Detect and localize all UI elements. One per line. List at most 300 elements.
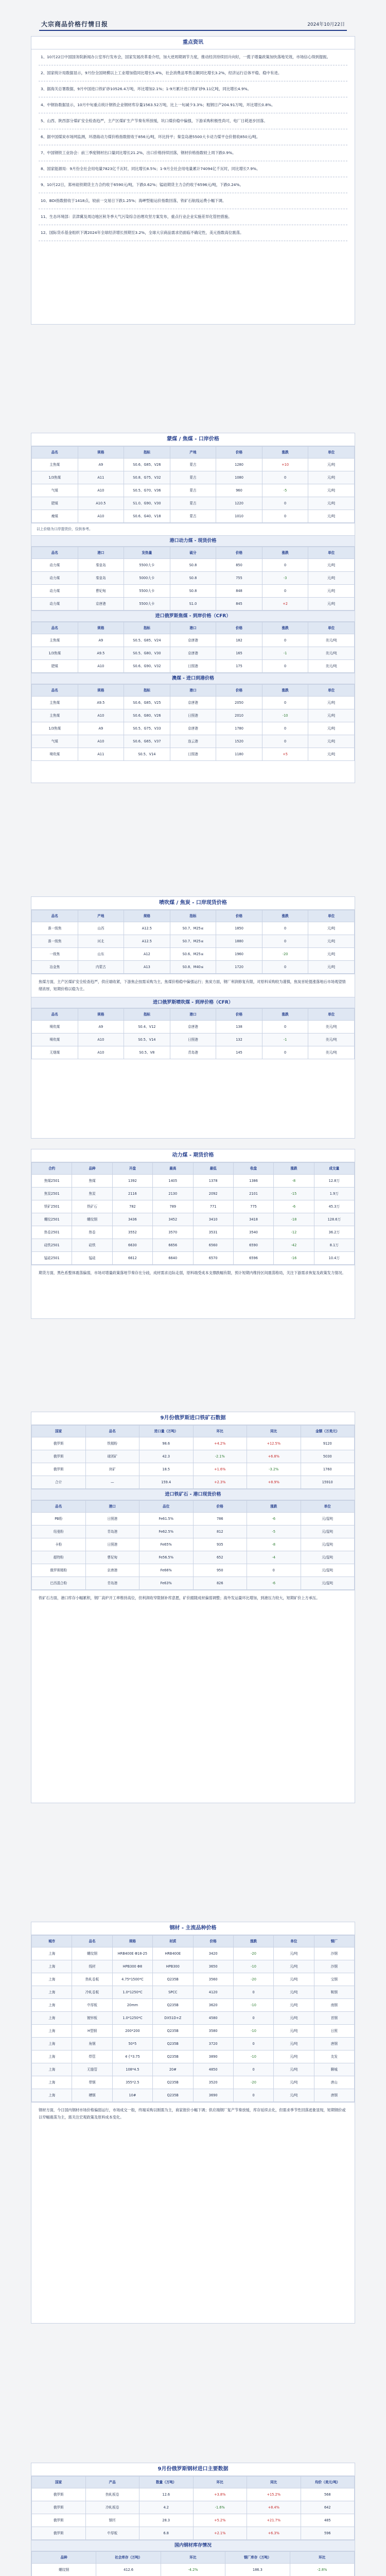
table-cell: 元/吨 [308, 484, 355, 497]
table-cell: 0 [233, 2063, 273, 2076]
table-cell: Fe63% [139, 1577, 194, 1590]
news-item: 11、生态环境部：京津冀及周边地区秋冬季大气污染综合治理攻坚方案发布，重点行业企业实施差异化管控措施。 [39, 209, 347, 225]
table-cell: 俄罗斯 [32, 1450, 86, 1463]
table-row [32, 1960, 355, 1973]
table-cell: 螺纹钢 [32, 2564, 96, 2576]
table-cell: A11 [78, 471, 124, 484]
table-cell: 4850 [193, 2063, 233, 2076]
table-cell: HPB300 Φ8 [112, 1960, 152, 1973]
table-cell: 青岛港 [170, 1046, 216, 1059]
table-cell: -4.2% [161, 2564, 225, 2576]
table-cell: 动力煤 [32, 585, 78, 598]
table-cell: 3410 [193, 1213, 233, 1226]
table-cell: 0 [262, 634, 308, 647]
table-cell: 一级焦 [32, 948, 78, 961]
table-cell: 河北 [78, 935, 124, 948]
table-row [32, 2076, 355, 2089]
column-header: 钢厂库存（万吨） [225, 2552, 290, 2564]
table-cell: 771 [193, 1200, 233, 1213]
column-header: 环比 [290, 2552, 354, 2564]
table-cell: 5500大卡 [124, 598, 170, 611]
table-cell: 4寸*3.75 [112, 2050, 152, 2063]
table-cell: 0 [262, 922, 308, 935]
table-cell: 美元/吨 [308, 1021, 355, 1033]
column-header: 产品 [85, 2477, 139, 2488]
table-cell: 京唐港 [170, 697, 216, 709]
table-cell: 元/吨 [308, 572, 355, 585]
table-cell: 3540 [233, 1226, 273, 1239]
table-cell: 鞍钢 [314, 1986, 354, 1999]
table-cell: 元/湿吨 [301, 1526, 355, 1538]
port-coal-table [31, 547, 355, 611]
table-cell: 元/吨 [274, 1986, 314, 1999]
table-cell: 1/3焦煤 [32, 647, 78, 660]
table-cell: 138 [216, 1021, 262, 1033]
table-cell: 上海 [32, 2025, 72, 2038]
table-cell: 6570 [193, 1252, 233, 1265]
table-cell: 3720 [193, 2038, 233, 2050]
table-cell: 友发 [314, 2050, 354, 2063]
table-cell: 焦煤 [72, 1175, 112, 1188]
table-cell: 950 [193, 1564, 247, 1577]
column-header: 品名 [32, 1009, 78, 1021]
table-cell: 上海 [32, 2076, 72, 2089]
table-cell: 美元/吨 [308, 1033, 355, 1046]
table-cell: S0.6、G65、V37 [124, 735, 170, 748]
table-cell: 线材 [72, 1960, 112, 1973]
table-cell: 0 [262, 559, 308, 572]
key-news-section [31, 36, 355, 325]
table-cell: 元/湿吨 [301, 1513, 355, 1526]
russia-pci-title: 进口俄罗斯喷吹煤 - 到岸价格（CFR） [31, 997, 355, 1008]
table-cell: 10.4万 [314, 1252, 354, 1265]
table-cell: S0.5、G75、V33 [124, 722, 170, 735]
table-cell: 热轧板卷 [85, 2488, 139, 2501]
column-header: 品名 [32, 1501, 86, 1513]
column-header: 价格 [216, 547, 262, 559]
column-header: 进口量（万吨） [139, 1426, 194, 1437]
table-cell: 无烟煤 [32, 1046, 78, 1059]
report-title: 大宗商品价格行情日报 [41, 21, 109, 28]
table-cell: 0 [262, 510, 308, 523]
table-cell: -4 [247, 1551, 301, 1564]
table-cell: 元/吨 [274, 1960, 314, 1973]
table-cell: 沙钢 [314, 1947, 354, 1960]
table-cell: 0 [233, 2038, 273, 2050]
table-cell: 1405 [153, 1175, 193, 1188]
table-cell: +8.4% [247, 2501, 301, 2514]
table-cell: 带钢 [72, 2076, 112, 2089]
table-cell: 1386 [233, 1175, 273, 1188]
table-cell: 曹妃甸 [78, 585, 124, 598]
column-header: 单位 [308, 447, 355, 459]
column-header: 港口 [170, 1009, 216, 1021]
column-header: 品名 [32, 685, 78, 697]
steel-comment: 钢材方面，今日国内钢材市场价格偏弱运行，市场成交一般，终端采购以刚需为主，商家报价小幅下调；供应端钢厂复产节奏放缓，库存延续去化，但需求季节性回落迹象显现，短期钢价或以窄幅震荡为主，需关注宏观政策及原料成本变化。 [31, 2102, 355, 2125]
table-cell: 山东 [78, 948, 124, 961]
table-cell: 超特粉 [32, 1551, 86, 1564]
table-cell: 宝钢 [314, 1973, 354, 1986]
table-cell: 8.1万 [314, 1239, 354, 1252]
table-cell: 元/吨 [274, 2089, 314, 2102]
table-cell: 1/3焦煤 [32, 471, 78, 484]
table-row [32, 484, 355, 497]
table-cell: 186.3 [225, 2564, 290, 2576]
table-cell: 28.3 [139, 2514, 194, 2527]
table-cell: A10 [78, 510, 124, 523]
table-cell: 蒙古 [170, 471, 216, 484]
table-row [32, 948, 355, 961]
table-cell: 元/吨 [308, 697, 355, 709]
table-cell: 元/吨 [274, 2050, 314, 2063]
table-cell: 42.3 [139, 1450, 194, 1463]
table-cell: 主焦煤 [32, 634, 78, 647]
table-cell: 元/吨 [274, 2038, 314, 2050]
table-cell: A9.5 [78, 697, 124, 709]
table-cell: 4.75*1500*C [112, 1973, 152, 1986]
table-cell: 0 [262, 935, 308, 948]
table-cell: Q235B [153, 2076, 193, 2089]
table-cell: S0.8 [170, 559, 216, 572]
table-cell: 3520 [193, 2076, 233, 2089]
table-cell: 元/吨 [308, 961, 355, 974]
table-cell: 0 [262, 961, 308, 974]
column-header: 成交量 [314, 1163, 354, 1175]
table-cell: 蒙古 [170, 497, 216, 510]
table-cell: 铁矿石 [72, 1200, 112, 1213]
table-cell: 俄罗斯 [32, 1437, 86, 1450]
column-header: 城市 [32, 1936, 72, 1947]
column-header: 收盘 [233, 1163, 273, 1175]
table-cell: 15910 [301, 1476, 355, 1489]
table-cell: S0.6、G40、V18 [124, 510, 170, 523]
table-cell: 元/吨 [274, 2012, 314, 2025]
table-cell: 782 [112, 1200, 152, 1213]
table-cell: SPCC [153, 1986, 193, 1999]
table-cell: 1/3焦煤 [32, 722, 78, 735]
table-cell: -2.1% [193, 1450, 247, 1463]
table-cell: 12.6 [139, 2488, 194, 2501]
table-cell: -20 [233, 1973, 273, 1986]
table-cell: 0 [262, 497, 308, 510]
table-cell: 动力煤 [32, 572, 78, 585]
column-header: 涨跌 [262, 685, 308, 697]
table-cell: 无缝管 [72, 2063, 112, 2076]
table-cell: 京唐港 [170, 647, 216, 660]
table-cell: 642 [301, 2501, 355, 2514]
column-header: 硫分 [170, 547, 216, 559]
table-cell: S0.5、V8 [124, 1046, 170, 1059]
table-row [32, 647, 355, 660]
table-cell: 气煤 [32, 735, 78, 748]
coke-section [31, 896, 355, 1139]
column-header: 涨跌 [247, 1501, 301, 1513]
table-cell: -10 [233, 2050, 273, 2063]
table-cell: 京唐港 [170, 634, 216, 647]
column-header: 规格 [78, 447, 124, 459]
table-cell: 0 [233, 2012, 273, 2025]
table-cell: 元/吨 [308, 709, 355, 722]
table-cell: 日照 [314, 2025, 354, 2038]
column-header: 合约 [32, 1163, 72, 1175]
column-header: 涨跌 [262, 622, 308, 634]
table-cell: 动力煤 [32, 559, 78, 572]
table-cell: 焦煤2501 [32, 1175, 72, 1188]
table-cell: 159.4 [139, 1476, 194, 1489]
table-cell: S0.5、G80、V30 [124, 647, 170, 660]
table-row [32, 1450, 355, 1463]
table-cell: 1378 [193, 1175, 233, 1188]
table-cell: 冶金焦 [32, 961, 78, 974]
column-header: 价格 [216, 622, 262, 634]
table-cell: 0 [262, 735, 308, 748]
table-cell: 2050 [216, 697, 262, 709]
table-cell: 775 [233, 1200, 273, 1213]
table-cell: 上海 [32, 2050, 72, 2063]
table-row [32, 2089, 355, 2102]
table-cell: 935 [193, 1538, 247, 1551]
table-cell: 秦皇岛 [78, 572, 124, 585]
table-cell: 美元/吨 [308, 660, 355, 673]
table-cell: -10 [233, 1960, 273, 1973]
table-cell: 秦皇岛 [78, 559, 124, 572]
news-item: 5、山西、陕西部分煤矿安全检查趋严，主产区煤矿生产节奏有所放缓，坑口煤价稳中偏强，下游采购积极性尚可，电厂日耗逐步回落。 [39, 113, 347, 129]
table-cell: Fe61.5% [139, 1513, 194, 1526]
table-cell: 132 [216, 1033, 262, 1046]
table-row [32, 1538, 355, 1551]
table-cell: 3620 [193, 1999, 233, 2012]
table-row [32, 1437, 355, 1450]
table-row [32, 2050, 355, 2063]
table-cell: HPB300 [153, 1960, 193, 1973]
table-cell: 20# [153, 2063, 193, 2076]
column-header: 规格 [78, 685, 124, 697]
table-cell: PB粉 [32, 1513, 86, 1526]
table-cell: 首钢 [314, 2012, 354, 2025]
table-cell: +2 [262, 598, 308, 611]
table-cell: 上海 [32, 1947, 72, 1960]
table-cell: -1.6% [193, 2501, 247, 2514]
table-cell: 3570 [153, 1226, 193, 1239]
column-header: 社会库存（万吨） [96, 2552, 161, 2564]
table-cell: +21.7% [247, 2514, 301, 2527]
table-cell: 元/吨 [308, 735, 355, 748]
table-cell: 5500大卡 [124, 559, 170, 572]
table-cell: S0.5、V14 [124, 748, 170, 761]
table-cell: A9 [78, 1021, 124, 1033]
column-header: 品名 [32, 447, 78, 459]
table-cell: 连云港 [170, 735, 216, 748]
table-cell: Q235B [153, 1999, 193, 2012]
table-row [32, 1175, 355, 1188]
table-cell: 钢坯 [85, 2514, 139, 2527]
table-cell: 1392 [112, 1175, 152, 1188]
coal-table [31, 446, 355, 523]
table-cell: +2.1% [193, 2527, 247, 2540]
futures-title: 动力煤 - 期货价格 [31, 1149, 355, 1162]
column-header: 国家 [32, 2477, 86, 2488]
column-header: 价格 [216, 685, 262, 697]
table-row [32, 572, 355, 585]
table-cell: 2101 [233, 1188, 273, 1200]
table-cell: 俄罗斯 [32, 2514, 86, 2527]
table-cell: S0.8、M40≤ [170, 961, 216, 974]
column-header: 指标 [124, 685, 170, 697]
table-cell: 1760 [301, 1463, 355, 1476]
iron-ore-section [31, 1412, 355, 1803]
table-cell: 螺纹钢 [72, 1213, 112, 1226]
table-cell: 唐钢 [314, 2038, 354, 2050]
table-cell: 焦炭 [72, 1188, 112, 1200]
table-cell: 冷轧板卷 [85, 2501, 139, 2514]
table-cell: 上海 [32, 2089, 72, 2102]
futures-section [31, 1149, 355, 1319]
table-cell: -2.8% [290, 2564, 354, 2576]
table-cell: 螺纹2501 [32, 1213, 72, 1226]
table-cell: A10 [78, 735, 124, 748]
table-cell: S0.6、M25≤ [170, 948, 216, 961]
column-header: 价格 [193, 1936, 233, 1947]
column-header: 规格 [78, 622, 124, 634]
table-cell: +6.3% [247, 2527, 301, 2540]
column-header: 规格 [124, 910, 170, 922]
table-cell: 10# [112, 2089, 152, 2102]
table-row [32, 1947, 355, 1960]
table-cell: 唐钢 [314, 2089, 354, 2102]
table-row [32, 1463, 355, 1476]
table-cell: 3436 [112, 1213, 152, 1226]
table-cell: 182 [216, 634, 262, 647]
column-header: 涨跌 [262, 910, 308, 922]
table-cell: 槽钢 [72, 2089, 112, 2102]
column-header: 涨跌 [274, 1163, 314, 1175]
table-cell: A13 [124, 961, 170, 974]
table-cell: 锰硅 [72, 1252, 112, 1265]
table-cell: 元/吨 [274, 1973, 314, 1986]
column-header: 金额（万美元） [301, 1426, 355, 1437]
table-cell: +1.6% [193, 1463, 247, 1476]
table-row [32, 585, 355, 598]
table-cell: 准一级焦 [32, 922, 78, 935]
table-cell: 中厚板 [72, 1999, 112, 2012]
table-cell: 热卷2501 [32, 1226, 72, 1239]
table-cell: 6560 [193, 1239, 233, 1252]
table-cell: 568 [301, 2488, 355, 2501]
report-header [39, 18, 347, 30]
table-cell: 美元/吨 [308, 647, 355, 660]
table-row [32, 709, 355, 722]
table-cell: S1.0 [170, 598, 216, 611]
table-cell: 108*4.5 [112, 2063, 152, 2076]
table-cell: +2.3% [193, 1476, 247, 1489]
table-cell: 485 [301, 2514, 355, 2527]
table-cell: 652 [193, 1551, 247, 1564]
table-row [32, 1239, 355, 1252]
table-cell: HRB400E Φ18-25 [112, 1947, 152, 1960]
table-cell: 喷吹煤 [32, 1021, 78, 1033]
column-header: 指标 [124, 447, 170, 459]
table-cell: S0.6、G85、V25 [124, 697, 170, 709]
news-item: 10、BDI指数报收于1418点，较前一交易日下跌1.25%；海岬型船运价指数回落，铁矿石航线运费小幅下调。 [39, 193, 347, 209]
table-cell: 1780 [216, 722, 262, 735]
table-cell: -20 [233, 1947, 273, 1960]
table-cell: 主焦煤 [32, 459, 78, 471]
table-cell: -10 [262, 709, 308, 722]
table-cell: -15 [274, 1188, 314, 1200]
russia-coal-title: 进口俄罗斯焦煤 - 到岸价格（CFR） [31, 611, 355, 622]
table-cell: A10 [78, 1033, 124, 1046]
table-cell: 瘦煤 [32, 510, 78, 523]
steel-table [31, 1935, 355, 2102]
table-cell: 789 [153, 1200, 193, 1213]
table-cell: — [85, 1476, 139, 1489]
column-header: 材质 [153, 1936, 193, 1947]
table-cell: Fe56.5% [139, 1551, 194, 1564]
table-cell: 元/吨 [274, 1947, 314, 1960]
news-item: 2、国家统计局数据显示，9月份全国规模以上工业增加值同比增长5.4%，社会消费品零售总额同比增长3.2%，经济运行总体平稳、稳中有进。 [39, 65, 347, 81]
table-cell: A10 [78, 484, 124, 497]
table-cell: 镀锌板 [72, 2012, 112, 2025]
table-cell: S0.8 [170, 585, 216, 598]
table-cell: 京唐港 [170, 722, 216, 735]
column-header: 国家 [32, 1426, 86, 1437]
table-cell: 俄罗斯 [32, 2501, 86, 2514]
table-cell: 755 [216, 572, 262, 585]
table-cell: Fe65% [139, 1538, 194, 1551]
column-header: 品名 [72, 1936, 112, 1947]
table-cell: 上海 [32, 1960, 72, 1973]
table-cell: -8 [274, 1175, 314, 1188]
table-cell: 元/吨 [308, 471, 355, 484]
table-cell: 1960 [216, 948, 262, 961]
table-cell: 气煤 [32, 484, 78, 497]
column-header: 均价（美元/吨） [301, 2477, 355, 2488]
table-cell: A9.5 [78, 647, 124, 660]
steel-import-table [31, 2476, 355, 2540]
table-cell: 960 [216, 484, 262, 497]
table-cell: 18.5 [139, 1463, 194, 1476]
table-cell: 日照港 [170, 660, 216, 673]
table-cell: 内蒙古 [78, 961, 124, 974]
table-cell: +6.8% [247, 1450, 301, 1463]
news-item: 8、国家能源局：9月份全社会用电量7823亿千瓦时，同比增长8.5%；1-9月全社会用电量累计74094亿千瓦时，同比增长7.9%。 [39, 161, 347, 177]
table-cell: 2130 [153, 1188, 193, 1200]
coal-title: 蒙煤 / 焦煤 - 口岸价格 [31, 433, 355, 446]
table-cell: 6596 [233, 1252, 273, 1265]
table-cell: 硅铁 [72, 1239, 112, 1252]
table-cell: A11 [78, 748, 124, 761]
table-row [32, 1513, 355, 1526]
coke-title: 喷吹煤 / 焦炭 - 口岸现货价格 [31, 897, 355, 910]
table-cell: 蒙古 [170, 459, 216, 471]
table-row [32, 2501, 355, 2514]
table-row [32, 1188, 355, 1200]
column-header: 开盘 [112, 1163, 152, 1175]
table-cell: 日照港 [170, 748, 216, 761]
table-cell: Q235B [153, 2038, 193, 2050]
table-cell: -6 [274, 1200, 314, 1213]
report-date: 2024年10月22日 [307, 22, 345, 27]
column-header: 涨跌 [233, 1936, 273, 1947]
coal-section [31, 433, 355, 783]
steel-import-title: 9月份俄罗斯钢材进口主要数据 [31, 2463, 355, 2476]
table-cell: 1.0*1250*C [112, 1986, 152, 1999]
table-cell: 动力煤 [32, 598, 78, 611]
table-cell: 3690 [193, 2089, 233, 2102]
table-cell: Q235B [153, 2025, 193, 2038]
table-cell: 日照港 [170, 1033, 216, 1046]
iron-ore-title: 9月份俄罗斯进口铁矿石数据 [31, 1412, 355, 1425]
